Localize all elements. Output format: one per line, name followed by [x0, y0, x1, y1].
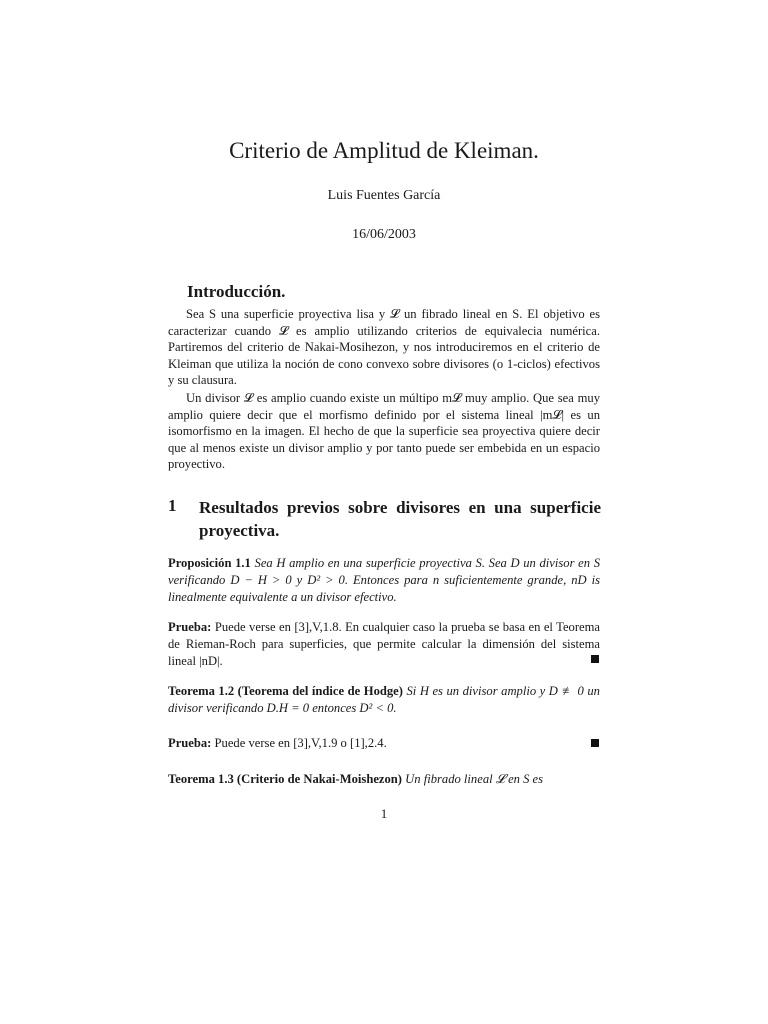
qed-square-icon [591, 739, 599, 747]
theorem-text: Si H es un divisor amplio y D ≢ 0 un divisor verificando D.H = 0 entonces D² < 0. [168, 684, 600, 715]
proof-2 [168, 735, 600, 752]
proposition-label: Proposición 1.1 [168, 556, 251, 570]
introduction-paragraph-2-text: Un divisor 𝓛 es amplio cuando existe un múltipo m𝓛 muy amplio. Que sea muy amplio quiere decir que el morfismo definido por el sistema lineal |m𝓛| es un isomorfismo en la imagen. El hecho de que la superficie sea proyectiva quiere decir que al menos existe un divisor amplio y por tanto puede ser embebida en un espacio proyectivo. [168, 391, 600, 472]
proposition-1-1 [168, 555, 600, 605]
theorem-label: Teorema 1.3 (Criterio de Nakai-Moishezon) [168, 772, 402, 786]
introduction-paragraph-1-text: Sea S una superficie proyectiva lisa y 𝓛 un fibrado lineal en S. El objetivo es caracterizar cuando 𝓛 es amplio utilizando criterios de equivalecia numérica. Partiremos del criterio de Nakai-Mosihezon, y nos introduciremos en el criterio de Kleiman que utiliza la noción de cono convexo sobre divisores (o 1-ciclos) efectivos y su clausura. [168, 307, 600, 388]
theorem-label: Teorema 1.2 (Teorema del índice de Hodge) [168, 684, 403, 698]
proof-1 [168, 619, 600, 669]
theorem-text: Un fibrado lineal 𝓛 en S es [405, 772, 544, 786]
proof-label: Prueba: [168, 620, 212, 634]
document-author: Luis Fuentes García [327, 188, 441, 203]
proof-text: Puede verse en [3],V,1.9 o [1],2.4. [214, 736, 387, 750]
qed-square-icon [591, 655, 599, 663]
introduction-paragraph-1 [168, 306, 600, 389]
introduction-heading: Introducción. [187, 282, 286, 301]
section-number: 1 [168, 496, 177, 515]
section-title: Resultados previos sobre divisores en una superficie proyectiva. [199, 498, 601, 540]
theorem-1-3 [168, 771, 600, 788]
page-number: 1 [380, 806, 388, 821]
proof-label: Prueba: [168, 736, 212, 750]
document-date: 16/06/2003 [352, 227, 416, 242]
proof-text: Puede verse en [3],V,1.8. En cualquier caso la prueba se basa en el Teorema de Rieman-Roch para superficies, que permite calcular la dimensión del sistema lineal |nD|. [168, 620, 601, 668]
introduction-paragraph-2 [168, 390, 600, 473]
proposition-text: Sea H amplio en una superficie proyectiva S. Sea D un divisor en S verificando D − H > 0 y D² > 0. Entonces para n suficientemente grande, nD is linealmente equivalente a un divisor efectivo. [168, 556, 601, 604]
theorem-1-2 [168, 683, 600, 717]
document-title: Criterio de Amplitud de Kleiman. [229, 138, 539, 163]
